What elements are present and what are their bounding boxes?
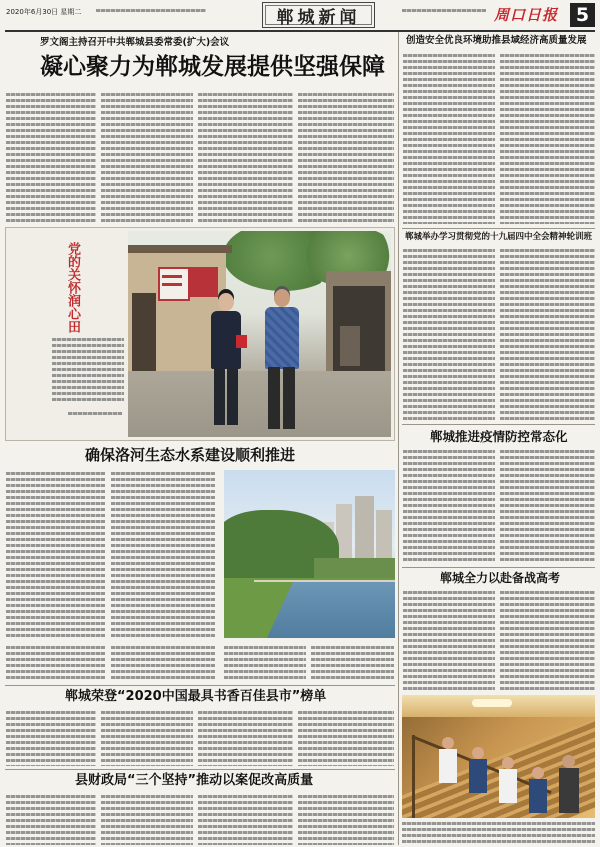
river-body-col-5 xyxy=(224,646,306,680)
epidemic-headline: 郸城推进疫情防控常态化 xyxy=(430,429,568,444)
photo-river xyxy=(224,470,395,638)
page-number: 5 xyxy=(570,3,595,27)
lead-body-col-3 xyxy=(198,93,293,222)
issue-date: 2020年6月30日 星期二 xyxy=(6,8,82,16)
book-body-col-3 xyxy=(198,711,293,766)
students-photo-caption xyxy=(402,822,595,844)
epidemic-bottom-rule xyxy=(402,567,595,568)
book-body-col-2 xyxy=(101,711,193,766)
contact-info xyxy=(402,9,486,13)
finance-body-col-1 xyxy=(6,795,96,845)
book-body-col-1 xyxy=(6,711,96,766)
river-body-col-3 xyxy=(6,646,105,680)
training-body-col-2 xyxy=(500,249,595,420)
finance-headline: 县财政局“三个坚持”推动以案促改高质量 xyxy=(75,773,314,788)
section-title: 郸城新闻 xyxy=(276,7,361,28)
river-body-col-6 xyxy=(311,646,394,680)
safety-bottom-rule xyxy=(402,228,595,229)
epidemic-body-col-2 xyxy=(500,450,595,564)
finance-body-col-3 xyxy=(198,795,293,845)
river-body-col-4 xyxy=(111,646,215,680)
lead-headline: 凝心聚力为郸城发展提供坚强保障 xyxy=(40,54,385,80)
header-rule xyxy=(5,30,595,32)
newspaper-logo: 周口日报 xyxy=(494,6,559,24)
lead-kicker: 罗文阁主持召开中共郸城县委常委(扩大)会议 xyxy=(40,37,230,48)
photo-feature-box xyxy=(5,227,395,441)
photo-feature-credit xyxy=(68,412,122,416)
section-title-frame xyxy=(262,2,375,28)
exam-body-col-2 xyxy=(500,591,595,690)
finance-body-col-4 xyxy=(298,795,394,845)
river-body-col-2 xyxy=(111,472,215,640)
lead-body-col-1 xyxy=(6,93,96,222)
book-county-headline: 郸城荣登“2020中国最具书香百佳县市”榜单 xyxy=(65,689,327,704)
photo-students-stairs xyxy=(402,695,595,818)
safety-body-col-2 xyxy=(500,54,595,224)
finance-body-col-2 xyxy=(101,795,193,845)
training-body-col-1 xyxy=(403,249,495,420)
lead-body-col-4 xyxy=(298,93,394,222)
exam-body-col-1 xyxy=(403,591,495,690)
safety-body-col-1 xyxy=(403,54,495,224)
river-headline: 确保洛河生态水系建设顺利推进 xyxy=(85,446,296,464)
training-headline: 郸城举办学习贯彻党的十九届四中全会精神轮训班 xyxy=(405,232,593,242)
epidemic-body-col-1 xyxy=(403,450,495,564)
river-body-col-1 xyxy=(6,472,105,640)
lead-body-col-2 xyxy=(101,93,193,222)
training-bottom-rule xyxy=(402,424,595,425)
book-body-col-4 xyxy=(298,711,394,766)
editor-credits xyxy=(96,9,206,13)
exam-headline: 郸城全力以赴备战高考 xyxy=(440,571,561,585)
photo-village-visit xyxy=(128,231,391,437)
safety-headline: 创造安全优良环境助推县域经济高质量发展 xyxy=(406,35,587,46)
photo-feature-caption xyxy=(52,338,124,404)
book-bottom-rule xyxy=(5,769,395,770)
column-divider xyxy=(398,32,399,845)
river-bottom-rule xyxy=(5,685,395,686)
photo-feature-title: 党的关怀润心田 xyxy=(65,242,80,333)
